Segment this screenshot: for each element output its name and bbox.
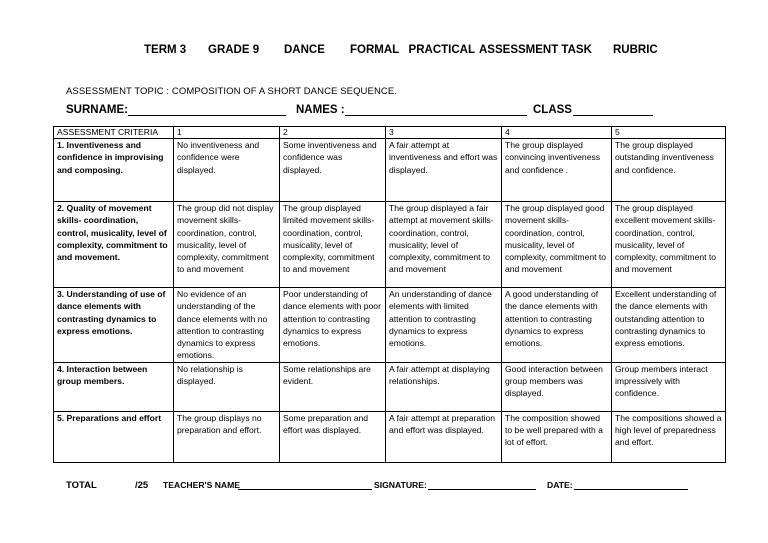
level-cell: Some inventiveness and confidence was displayed.: [280, 139, 386, 202]
level-cell: Poor understanding of dance elements with poor attention to contrasting dynamics to express emotions.: [280, 288, 386, 363]
names-field[interactable]: [345, 104, 527, 116]
criterion-cell: 2. Quality of movement skills- coordination, control, musicality, level of complexity, commitment to and movement.: [54, 202, 174, 288]
surname-label: SURNAME:: [66, 104, 128, 116]
date-label: DATE:: [547, 480, 573, 490]
criterion-cell: 1. Inventiveness and confidence in improvising and composing.: [54, 139, 174, 202]
level-cell: The group did not display movement skills- coordination, control, musicality, level of complexity, commitment to and movement: [174, 202, 280, 288]
rubric-header-row: [54, 127, 726, 139]
level-cell: No evidence of an understanding of the dance elements with no attention to contrasting dynamics to express emotions.: [174, 288, 280, 363]
level-cell: The group displays no preparation and effort.: [174, 411, 280, 462]
column-header: 2: [280, 127, 386, 139]
total-label: TOTAL: [66, 480, 97, 491]
names-label: NAMES :: [296, 104, 345, 116]
term-label: TERM 3: [144, 44, 187, 56]
teacher-name-field[interactable]: [238, 480, 372, 490]
level-cell: Group members interact impressively with confidence.: [612, 362, 726, 411]
doc-type-label: RUBRIC: [613, 44, 658, 56]
table-row: [54, 288, 726, 363]
surname-field[interactable]: [128, 104, 286, 116]
column-header: 5: [612, 127, 726, 139]
column-header: 1: [174, 127, 280, 139]
rubric-table: [53, 126, 726, 463]
class-label: CLASS: [533, 104, 572, 116]
task-label: ASSESSMENT TASK: [479, 44, 592, 56]
column-header: 3: [386, 127, 502, 139]
table-row: [54, 362, 726, 411]
column-header: ASSESSMENT CRITERIA: [54, 127, 174, 139]
grade-label: GRADE 9: [208, 44, 260, 56]
level-cell: Some preparation and effort was displayed.: [280, 411, 386, 462]
total-value: /25: [135, 480, 149, 491]
level-cell: No relationship is displayed.: [174, 362, 280, 411]
date-field[interactable]: [574, 480, 688, 490]
criterion-cell: 3. Understanding of use of dance elements with contrasting dynamics to express emotions.: [54, 288, 174, 363]
task-type-label: FORMAL PRACTICAL: [350, 44, 476, 56]
level-cell: A good understanding of the dance elements with attention to contrasting dynamics to express emotions.: [502, 288, 612, 363]
level-cell: The compositions showed a high level of preparedness and effort.: [612, 411, 726, 462]
level-cell: No inventiveness and confidence were displayed.: [174, 139, 280, 202]
table-row: [54, 411, 726, 462]
subject-label: DANCE: [284, 44, 325, 56]
class-field[interactable]: [573, 104, 653, 116]
level-cell: The group displayed a fair attempt at movement skills-coordination, control, musicality, level of complexity, commitment to and movement: [386, 202, 502, 288]
level-cell: Good interaction between group members was displayed.: [502, 362, 612, 411]
assessment-topic: ASSESSMENT TOPIC : COMPOSITION OF A SHORT DANCE SEQUENCE.: [66, 86, 398, 97]
table-row: [54, 202, 726, 288]
level-cell: The group displayed excellent movement skills- coordination, control, musicality, level of complexity, commitment to and movement: [612, 202, 726, 288]
level-cell: Excellent understanding of the dance elements with outstanding attention to contrasting dynamics to express emotions.: [612, 288, 726, 363]
level-cell: The group displayed good movement skills-coordination, control, musicality, level of complexity, commitment to and movement: [502, 202, 612, 288]
column-header: 4: [502, 127, 612, 139]
level-cell: A fair attempt at inventiveness and effort was displayed.: [386, 139, 502, 202]
criterion-cell: 4. Interaction between group members.: [54, 362, 174, 411]
teacher-name-label: TEACHER'S NAME: [163, 480, 241, 490]
signature-label: SIGNATURE:: [374, 480, 427, 490]
criterion-cell: 5. Preparations and effort: [54, 411, 174, 462]
level-cell: A fair attempt at preparation and effort was displayed.: [386, 411, 502, 462]
table-row: [54, 139, 726, 202]
level-cell: The group displayed convincing inventiveness and confidence .: [502, 139, 612, 202]
level-cell: A fair attempt at displaying relationships.: [386, 362, 502, 411]
level-cell: The group displayed outstanding inventiveness and confidence.: [612, 139, 726, 202]
level-cell: An understanding of dance elements with limited attention to contrasting dynamics to express emotions.: [386, 288, 502, 363]
level-cell: The composition showed to be well prepared with a lot of effort.: [502, 411, 612, 462]
level-cell: Some relationships are evident.: [280, 362, 386, 411]
level-cell: The group displayed limited movement skills- coordination, control, musicality, level of complexity, commitment to and movement: [280, 202, 386, 288]
signature-field[interactable]: [428, 480, 536, 490]
